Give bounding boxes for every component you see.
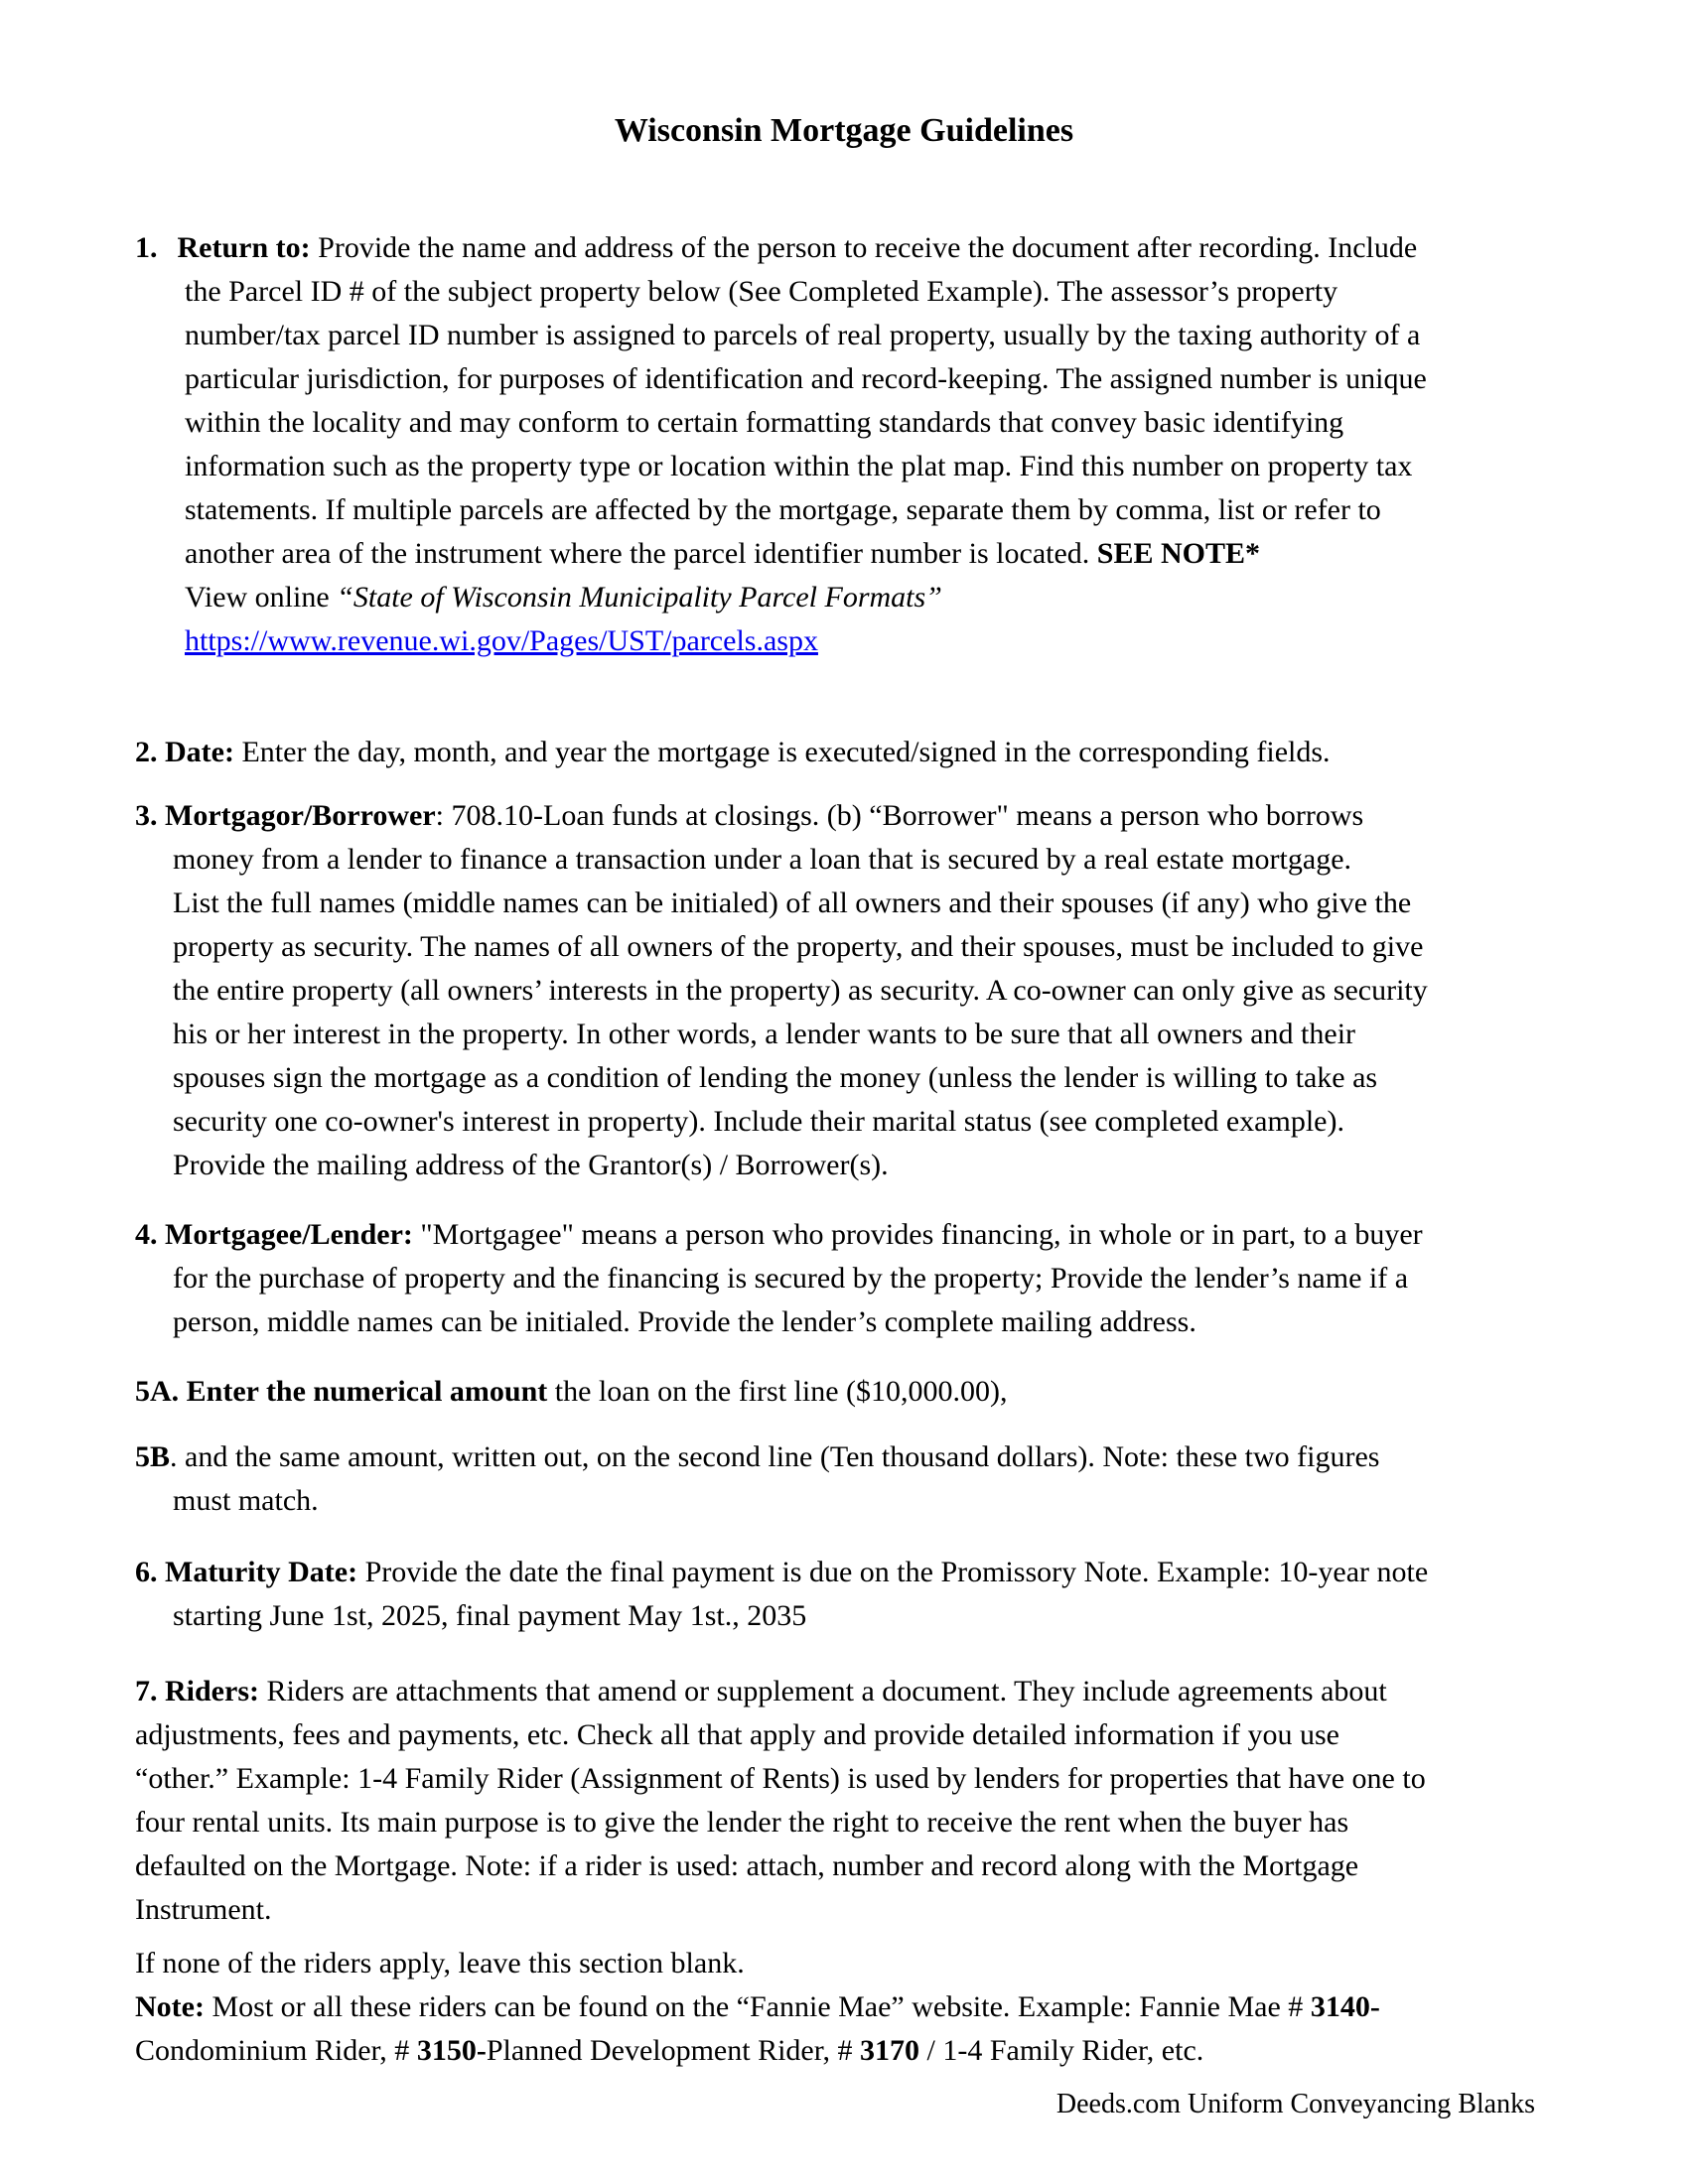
parcel-formats-link[interactable]: https://www.revenue.wi.gov/Pages/UST/parcels.aspx [185,624,818,657]
section-5b-label: 5B [135,1440,171,1473]
riders-none-note: If none of the riders apply, leave this section blank. [135,1947,745,1979]
section-4-line-3: person, middle names can be initialed. Provide the lender’s complete mailing address. [173,1305,1196,1338]
see-note: SEE NOTE* [1096,537,1261,570]
section-1-line-10 [185,619,818,663]
section-1-label: Return to: [177,231,311,264]
section-date: 2. Date: Enter the day, month, and year the mortgage is executed/signed in the corresponding fields. [135,736,1331,768]
riders-note-label: Note: [135,1990,205,2023]
section-3-line-7: spouses sign the mortgage as a condition of lending the money (unless the lender is willing to take as [173,1061,1378,1094]
section-1-line-4: particular jurisdiction, for purposes of identification and record-keeping. The assigned number is unique [185,362,1427,395]
section-3-line-6: his or her interest in the property. In other words, a lender wants to be sure that all owners and their [173,1018,1356,1050]
section-3-line-8: security one co-owner's interest in property). Include their marital status (see completed example). [173,1105,1344,1138]
section-1-line-6: information such as the property type or location within the plat map. Find this number on property tax [185,450,1413,482]
section-1-line-7: statements. If multiple parcels are affected by the mortgage, separate them by comma, list or refer to [185,493,1381,526]
section-5a: 5A. Enter the numerical amount the loan on the first line ($10,000.00), [135,1375,1008,1408]
section-3-label: 3. Mortgagor/Borrower [135,799,436,832]
footer-brand: Deeds.com Uniform Conveyancing Blanks [1055,2089,1535,2119]
section-3-line-3: List the full names (middle names can be initialed) of all owners and their spouses (if any) who give the [173,887,1412,919]
section-5a-label: 5A. Enter the numerical amount [135,1375,548,1408]
section-7-label: 7. Riders: [135,1675,259,1707]
section-5b-line-2: must match. [173,1484,319,1517]
section-3-line-4: property as security. The names of all owners of the property, and their spouses, must be included to give [173,930,1424,963]
section-5b-line-1: 5B. and the same amount, written out, on the second line (Ten thousand dollars). Note: these two figures [135,1440,1380,1473]
section-6-line-2: starting June 1st, 2025, final payment May 1st., 2035 [173,1599,807,1632]
section-4-line-2: for the purchase of property and the financing is secured by the property; Provide the lender’s name if a [173,1262,1409,1295]
section-1-line-5: within the locality and may conform to certain formatting standards that convey basic identifying [185,406,1344,439]
section-1-line-2: the Parcel ID # of the subject property below (See Completed Example). The assessor’s property [185,275,1338,308]
section-1-number: 1. [135,231,158,264]
section-7-line-6: Instrument. [135,1893,272,1926]
section-6-line-1: 6. Maturity Date: Provide the date the final payment is due on the Promissory Note. Example: 10-year note [135,1556,1429,1588]
parcel-formats-title: “State of Wisconsin Municipality Parcel Formats” [337,581,942,614]
riders-note-line-1: Note: Most or all these riders can be found on the “Fannie Mae” website. Example: Fannie Mae # 3140- [135,1990,1380,2023]
section-7-line-1: 7. Riders: Riders are attachments that amend or supplement a document. They include agreements about [135,1675,1387,1707]
section-3-line-2: money from a lender to finance a transaction under a loan that is secured by a real estate mortgage. [173,843,1352,876]
section-4-label: 4. Mortgagee/Lender: [135,1218,413,1251]
section-1-line-3: number/tax parcel ID number is assigned to parcels of real property, usually by the taxing authority of a [185,319,1421,351]
section-2-label: 2. Date: [135,736,234,768]
section-3-line-1: 3. Mortgagor/Borrower: 708.10-Loan funds at closings. (b) “Borrower" means a person who borrows [135,799,1364,832]
section-1-line-9: View online “State of Wisconsin Municipality Parcel Formats” [185,581,942,614]
section-4-line-1: 4. Mortgagee/Lender: "Mortgagee" means a person who provides financing, in whole or in part, to a buyer [135,1218,1423,1251]
section-6-label: 6. Maturity Date: [135,1556,358,1588]
riders-note-line-2: Condominium Rider, # 3150-Planned Development Rider, # 3170 / 1-4 Family Rider, etc. [135,2034,1204,2067]
page-title: Wisconsin Mortgage Guidelines [614,112,1074,149]
section-7-line-4: four rental units. Its main purpose is to give the lender the right to receive the rent when the buyer has [135,1806,1349,1839]
section-1-line-8: another area of the instrument where the parcel identifier number is located. SEE NOTE* [185,537,1261,570]
section-7-line-2: adjustments, fees and payments, etc. Check all that apply and provide detailed information if you use [135,1718,1339,1751]
section-1-line-1: 1. Return to: Provide the name and address of the person to receive the document after recording. Include [135,231,1418,264]
section-3-line-9: Provide the mailing address of the Grantor(s) / Borrower(s). [173,1149,889,1181]
section-3-line-5: the entire property (all owners’ interests in the property) as security. A co-owner can only give as security [173,974,1428,1007]
section-7-line-3: “other.” Example: 1-4 Family Rider (Assignment of Rents) is used by lenders for properties that have one to [135,1762,1426,1795]
section-7-line-5: defaulted on the Mortgage. Note: if a rider is used: attach, number and record along with the Mortgage [135,1849,1359,1882]
